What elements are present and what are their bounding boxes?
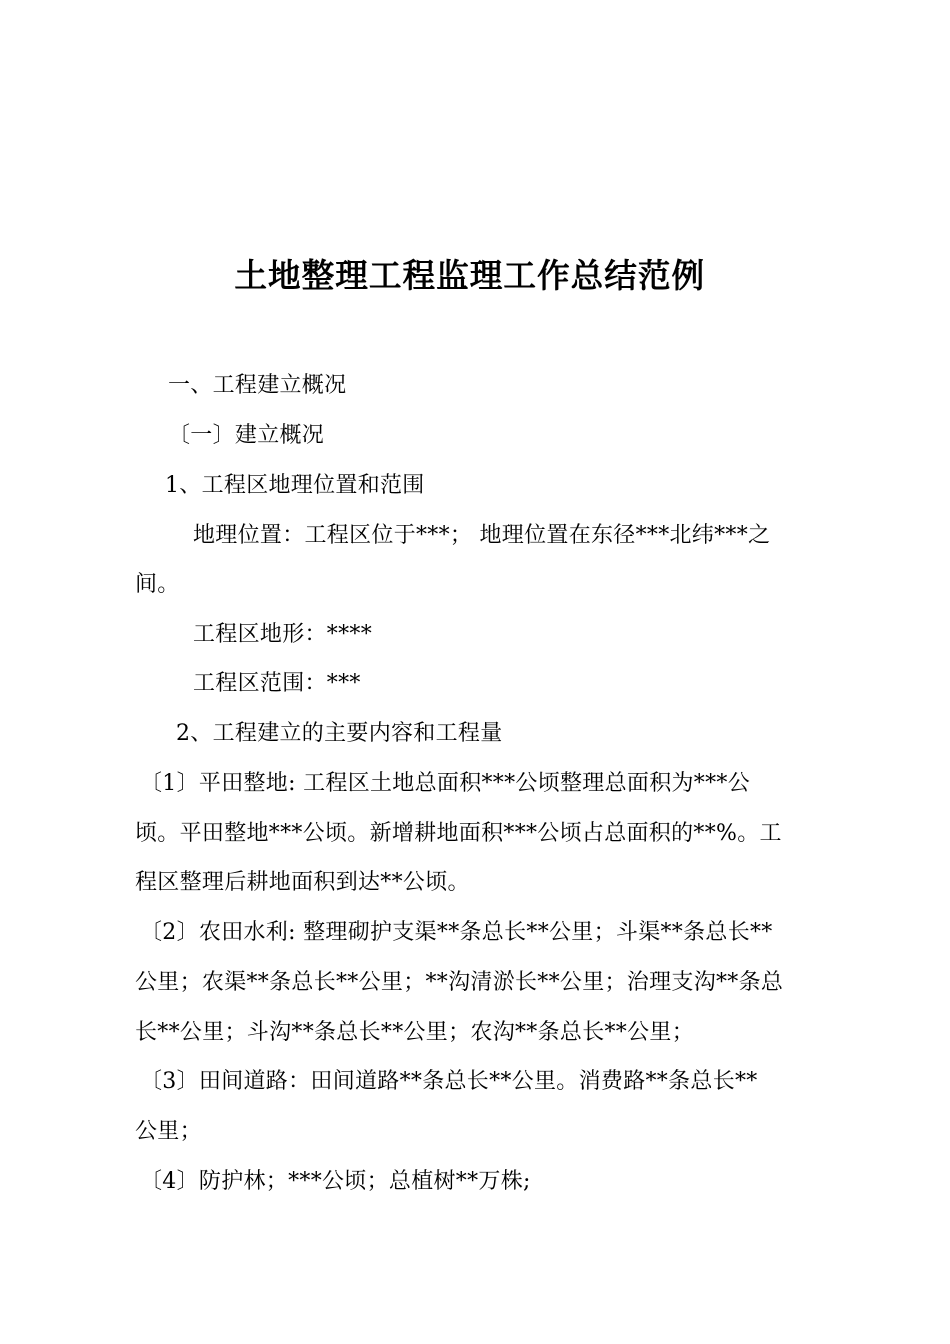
item-heading: 1、工程区地理位置和范围 (165, 473, 425, 498)
paragraph-line: 公里； (135, 1119, 202, 1144)
paragraph-line: 〔2〕农田水利: 整理砌护支渠**条总长**公里；斗渠**条总长** (140, 920, 773, 945)
paragraph-line: 〔4〕防护林；***公顷；总植树**万株; (140, 1169, 531, 1194)
paragraph-line: 间。 (135, 572, 180, 597)
item-heading: 2、工程建立的主要内容和工程量 (176, 721, 503, 746)
section-heading: 一、工程建立概况 (168, 373, 347, 398)
paragraph-line: 工程区范围：*** (193, 671, 361, 696)
paragraph-line: 顷。平田整地***公顷。新增耕地面积***公顷占总面积的**%。工 (135, 821, 782, 846)
subsection-heading: 〔一〕建立概况 (168, 423, 325, 448)
document-title: 土地整理工程监理工作总结范例 (234, 256, 706, 295)
paragraph-line: 〔1〕平田整地: 工程区土地总面积***公顷整理总面积为***公 (140, 771, 751, 796)
paragraph-line: 工程区地形：**** (193, 622, 373, 647)
paragraph-line: 〔3〕田间道路：田间道路**条总长**公里。消费路**条总长** (140, 1069, 758, 1094)
paragraph-line: 程区整理后耕地面积到达**公顷。 (135, 870, 470, 895)
paragraph-line: 长**公里；斗沟**条总长**公里；农沟**条总长**公里； (135, 1020, 695, 1045)
paragraph-line: 地理位置：工程区位于***； 地理位置在东径***北纬***之 (193, 523, 771, 548)
paragraph-line: 公里；农渠**条总长**公里；**沟清淤长**公里；治理支沟**条总 (135, 970, 784, 995)
